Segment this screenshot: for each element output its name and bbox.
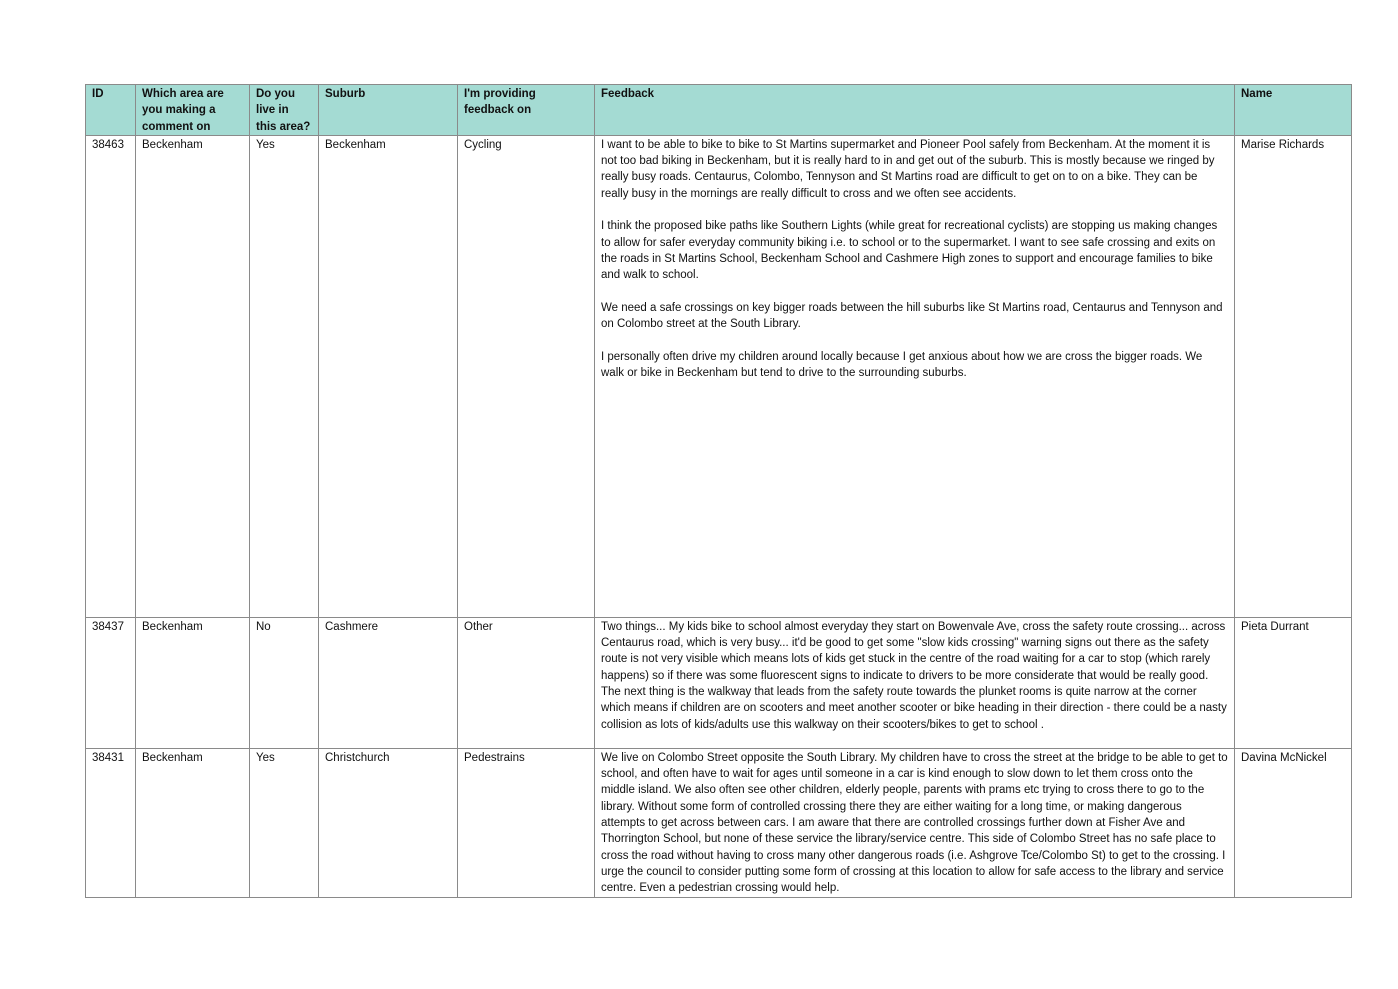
cell-feedback <box>595 617 1235 748</box>
cell-topic: Other <box>458 617 595 748</box>
header-suburb: Suburb <box>319 85 458 136</box>
header-area: Which area are you making a comment on <box>136 85 250 136</box>
cell-live: Yes <box>250 135 319 617</box>
table-body <box>86 135 1352 897</box>
feedback-paragraph: I want to be able to bike to bike to St Martins supermarket and Pioneer Pool safely from Beckenham. At the moment it is not too bad biking in Beckenham, but it is really hard to in and get out of the suburb. This is mostly because we ringed by really busy roads. Centaurus, Colombo, Tennyson and St Martins road are difficult to get on to on a bike. They can be really busy in the mornings are really difficult to cross and we often see accidents. <box>601 138 1215 200</box>
table-row <box>86 617 1352 748</box>
cell-feedback <box>595 748 1235 897</box>
cell-name: Marise Richards <box>1235 135 1352 617</box>
feedback-paragraph: I personally often drive my children around locally because I get anxious about how we are cross the bigger roads. We walk or bike in Beckenham but tend to drive to the surrounding suburbs. <box>601 350 1203 380</box>
feedback-paragraph: We need a safe crossings on key bigger roads between the hill suburbs like St Martins road, Centaurus and Tennyson and on Colombo street at the South Library. <box>601 301 1223 331</box>
cell-name: Pieta Durrant <box>1235 617 1352 748</box>
header-feedback: Feedback <box>595 85 1235 136</box>
feedback-table <box>85 84 1352 898</box>
cell-topic: Pedestrains <box>458 748 595 897</box>
feedback-paragraph: Two things... My kids bike to school almost everyday they start on Bowenvale Ave, cross the safety route crossing... across Centaurus road, which is very busy... it'd be good to get some "slow kids crossing" warning signs out there as the safety route is not very visible which means lots of kids get stuck in the centre of the road waiting for a car to stop (which rarely happens) so if there was some fluorescent signs to indicate to drivers to be more considerate that would be really good. The next thing is the walkway that leads from the safety route towards the plunket rooms is quite narrow at the corner which means if children are on scooters and meet another scooter or bike heading in their direction - there could be a nasty collision as lots of kids/adults use this walkway on their scooters/bikes to get to school . <box>601 620 1227 731</box>
table-row <box>86 135 1352 617</box>
cell-area: Beckenham <box>136 748 250 897</box>
header-name: Name <box>1235 85 1352 136</box>
cell-area: Beckenham <box>136 135 250 617</box>
cell-id: 38431 <box>86 748 136 897</box>
cell-suburb: Christchurch <box>319 748 458 897</box>
cell-suburb: Beckenham <box>319 135 458 617</box>
cell-live: No <box>250 617 319 748</box>
header-row <box>86 85 1352 136</box>
table-row <box>86 748 1352 897</box>
cell-id: 38437 <box>86 617 136 748</box>
cell-feedback <box>595 135 1235 617</box>
cell-live: Yes <box>250 748 319 897</box>
feedback-paragraph: We live on Colombo Street opposite the South Library. My children have to cross the street at the bridge to be able to get to school, and often have to wait for ages until someone in a car is kind enough to slow down to let them cross onto the middle island. We also often see other children, elderly people, parents with prams etc trying to cross there to go to the library. Without some form of controlled crossing there they are either waiting for a long time, or making dangerous attempts to get across between cars. I am aware that there are controlled crossings further down at Fisher Ave and Thorrington School, but none of these service the library/service centre. This side of Colombo Street has no safe place to cross the road without having to cross many other dangerous roads (i.e. Ashgrove Tce/Colombo St) to get to the crossing. I urge the council to consider putting some form of crossing at this location to allow for safe access to the library and service centre. Even a pedestrian crossing would help. <box>601 751 1228 895</box>
cell-area: Beckenham <box>136 617 250 748</box>
header-topic: I'm providing feedback on <box>458 85 595 136</box>
feedback-paragraph: I think the proposed bike paths like Southern Lights (while great for recreational cyclists) are stopping us making changes to allow for safer everyday community biking i.e. to school or to the supermarket. I want to see safe crossing and exits on the roads in St Martins School, Beckenham School and Cashmere High zones to support and encourage families to bike and walk to school. <box>601 220 1218 282</box>
cell-id: 38463 <box>86 135 136 617</box>
header-live: Do you live in this area? <box>250 85 319 136</box>
header-id: ID <box>86 85 136 136</box>
table-header <box>86 85 1352 136</box>
cell-suburb: Cashmere <box>319 617 458 748</box>
cell-topic: Cycling <box>458 135 595 617</box>
cell-name: Davina McNickel <box>1235 748 1352 897</box>
